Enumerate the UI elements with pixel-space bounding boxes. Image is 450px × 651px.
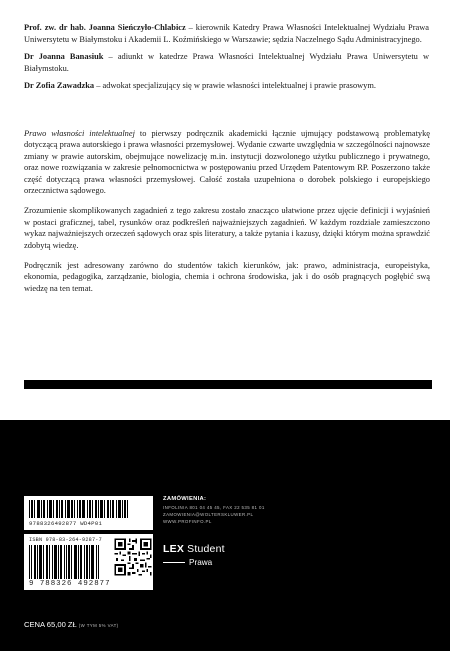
series-title: [163, 543, 225, 555]
series-subtitle: [163, 558, 225, 567]
series-logo: [163, 543, 225, 567]
description-paragraph-3: Podręcznik jest adresowany zarówno do studentów takich kierunków, jak: prawo, administracja, europeistyka, ekonomia, pedagogika, zarządzanie, biologia, chemia i ochrona środowiska, jak i do osób pragnących pogłębić swą wiedzę na ten temat.: [24, 261, 430, 293]
barcode-bars: [29, 500, 148, 518]
author-name: Dr Joanna Banasiuk: [24, 52, 104, 62]
barcode-code: 9788326492877 WD4P01: [29, 520, 103, 527]
author-description: – adwokat specjalizujący się w prawie własności intelektualnej i prawie prasowym.: [94, 81, 376, 91]
author-description: – adiunkt w katedrze Prawa Własności Intelektualnej Wydziału Prawa Uniwersytetu w Białymstoku.: [24, 52, 430, 73]
isbn-barcode-bars: [29, 545, 111, 579]
book-title-italic: Prawo własności intelektualnej: [24, 129, 135, 138]
order-phone-line: INFOLINIA 801 04 45 45, FAX 22 535 81 01: [163, 505, 265, 510]
paragraph-text: to pierwszy podręcznik akademicki łącznie ujmujący podstawową problematykę dotyczącą prawa autorskiego i prawa własności przemysłowej. Wydanie czwarte uwzględnia w szczególności najnowsze zmiany w prawie autorskim, obejmujące nowelizację m.in. instytucji dozwolonego użytku publicznego i prywatnego, oraz nowe rozwiązania w zakresie pełnomocnictwa w postępowaniu przed Urzędem Patentowym RP. Poszerzono także część dotyczącą prawa własności przemysłowej. Całość została uzupełniona o dorobek polskiego i europejskiego orzecznictwa sądowego.: [24, 129, 430, 196]
author-bio-2: [24, 51, 429, 74]
series-title-light: Student: [184, 543, 225, 555]
order-website-line: WWW.PROFINFO.PL: [163, 518, 212, 524]
series-title-bold: LEX: [163, 543, 185, 555]
divider-bar: [24, 380, 432, 389]
order-info: [163, 496, 323, 525]
description-paragraph-1: [24, 128, 430, 196]
author-bio-1: [24, 22, 429, 45]
series-subtitle-text: Prawa: [189, 558, 213, 567]
qr-code: [113, 537, 153, 577]
book-description: [24, 128, 430, 303]
order-email-line: ZAMOWIENIA@WOLTERSKLUWER.PL: [163, 511, 254, 517]
series-rule: [163, 562, 185, 563]
description-paragraph-2: Zrozumienie skomplikowanych zagadnień z tego zakresu zostało znacząco ułatwione przez ujęcie definicji i wyjaśnień w postaci graficznej, tabel, rysunków oraz podkreśleń najważniejszych zagadnień. W każdym rozdziale zamieszczono wykaz najważniejszych orzeczeń sądowych oraz spis literatury, a także pytania i kazusy, dzięki którym można sprawdzić zdobytą wiedzę.: [24, 206, 430, 250]
author-name: Dr Zofia Zawadzka: [24, 81, 95, 91]
author-bios: [24, 22, 429, 98]
product-barcode: [24, 496, 153, 530]
order-heading: ZAMÓWIENIA:: [163, 496, 207, 502]
isbn-number: 9 788326 492877: [29, 580, 111, 588]
author-bio-3: [24, 80, 429, 92]
author-description: – kierownik Katedry Prawa Własności Intelektualnej Wydziału Prawa Uniwersytetu w Białymstoku i Akademii L. Koźmińskiego w Warszawie; sędzia Naczelnego Sądu Administracyjnego.: [24, 23, 429, 44]
isbn-label: ISBN 978-83-264-9287-7: [29, 537, 102, 543]
price-vat: (W TYM 5% VAT): [78, 623, 119, 628]
price: [24, 620, 119, 629]
price-text: CENA 65,00 ZŁ: [24, 620, 77, 629]
author-name: Prof. zw. dr hab. Joanna Sieńczyło-Chlabicz: [24, 23, 186, 32]
